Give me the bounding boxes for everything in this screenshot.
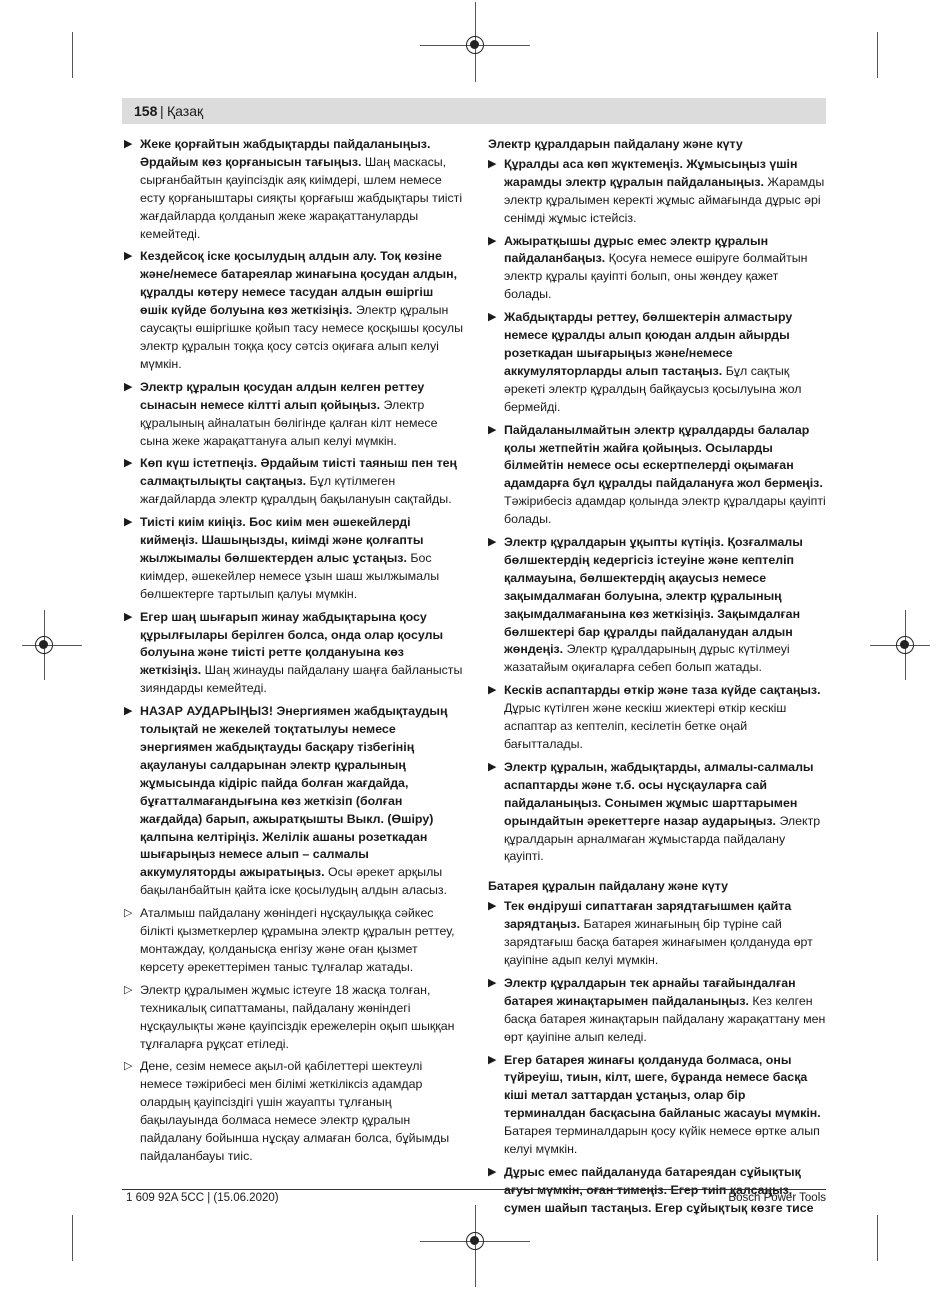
crop-mark-top-left-v: [72, 32, 73, 78]
bullet-arrow-icon: ▶: [124, 380, 133, 393]
list-item: ▶ Егер шаң шығарып жинау жабдықтарына қосу құрылғылары берілген болса, онда олар қосулы болуына және тиісті ретте қолдануына көз жеткізіңіз. Шаң жинауды пайдалану шаңға байланысты зияндарды кемейтеді.: [124, 609, 463, 696]
list-item: ▶ Электр құралдарын тек арнайы тағайындалған батарея жинақтарымен пайдаланыңыз. Кез келген басқа батарея жинақтарын пайдалану жарақаттану мен өрт қауіпіне алып келеді.: [488, 975, 826, 1044]
registration-target-left-icon: [35, 636, 53, 654]
bullet-arrow-icon: ▶: [488, 900, 497, 913]
page-number: 158: [134, 103, 158, 119]
list-item: ▶ Электр құралын қосудан алдын келген реттеу сынасын немесе кілтті алып қойыңыз. Электр құралының айналатын бөлігінде қалған кілт немесе сына жеке жарақаттануға алып келуі мүмкін.: [124, 379, 438, 448]
list-item: ▶ Электр құралдарын ұқыпты күтіңіз. Қозғалмалы бөлшектердің кедергісіз істеуіне және кептеліп қалмауына, бөлшектердің ақаусыз немесе зақымдалмаған болуына, электр құралының зақымдалмағанына көз жеткізіңіз. Зақымдалған бөлшектері бар құралды пайдаланудан алдын жөндеңіз. Электр құралдарының дұрыс күтілмеуі жазатайым оқиғаларға себеп болып жатады.: [488, 535, 803, 675]
list-item: ▶ Құралды аса көп жүктемеңіз. Жұмысыңыз үшін жарамды электр құралын пайдаланыңыз. Жарамды электр құралымен керекті жұмыс аймағында дұрыс әрі сенімді жұмыс істейсіз.: [488, 156, 825, 225]
bullet-arrow-icon: ▶: [124, 516, 133, 529]
list-item: ▶ НАЗАР АУДАРЫҢЫЗ! Энергиямен жабдықтаудың толықтай не жекелей тоқтатылуы немесе энергиямен жабдықтауды басқару тізбегінің ақаулануы салдарынан электр құралының жұмысында кідіріс пайда болған жағдайда, бұғатталмағандығына көз жеткізіп (болған жағдайда) барып, ажыратқышты Выкл. (Өшіру) қалпына келтіріңіз. Желілік ашаны розеткадан шығарыңыз немесе алып – салмалы аккумуляторды ажыратыңыз. Осы әрекет арқылы бақыланбайтын қайта іске қосылудың алдын аласыз.: [124, 704, 448, 898]
list-item: ▶ Көп күш істетпеңіз. Әрдайым тиісті таяныш пен тең салмақтылықты сақтаңыз. Бұл күтілмеген жағдайларда электр құралдың бақылануын сақтайды.: [124, 456, 458, 507]
header-separator: |: [160, 103, 164, 119]
list-item: ▷ Электр құралымен жұмыс істеуге 18 жасқа толған, техникалық сипаттаманы, пайдалану жөніндегі нұсқаулықты және қауіпсіздік ережелерін оқып шыққан тұлғаларға рұқсат етіледі.: [124, 982, 455, 1051]
registration-target-top-icon: [466, 36, 484, 54]
list-item: ▶ Тек өндіруші сипаттаған зарядтағышмен қайта зарядтаңыз. Батарея жинағының бір түріне сай зарядтағыш басқа батарея жинағымен қолдануда өрт қауіпіне адып келуі мүмкін.: [488, 899, 813, 967]
footer-brand: Bosch Power Tools: [728, 1192, 826, 1204]
bullet-arrow-icon: ▶: [124, 705, 133, 718]
list-item: ▶ Пайдаланылмайтын электр құралдарды балалар қолы жетпейтін жайға қойыңыз. Осыларды білмейтін немесе осы ескертпелерді оқымаған адамдарға бұл құралды пайдалануға жол бермеңіз. Тәжірибесіз адамдар қолында электр құралдары қауіпті болады.: [488, 422, 826, 527]
list-item: ▷ Дене, сезім немесе ақыл-ой қабілеттері шектеулі немесе тәжірибесі мен білімі жеткіліксіз адамдар олардың қауіпсіздігі үшін жауапты тұлғаның бақылауында болмаса немесе электр құралын пайдалану бойынша нұсқау алмаған болса, бұйымды пайдаланбауы тиіс.: [124, 1059, 450, 1163]
right-column: [488, 136, 828, 1223]
bullet-arrow-icon: ▶: [124, 610, 133, 623]
bullet-arrow-icon: ▶: [488, 1053, 497, 1066]
bullet-arrow-icon: ▶: [488, 684, 497, 697]
list-item: ▶ Кездейсоқ іске қосылудың алдын алу. Тоқ көзіне және/немесе батареялар жинағына қосудан алдын, құралды көтеру немесе тасудан алдын өшіргіш өшік күйде болуына көз жеткізіңіз. Электр құралын саусақты өшіргішке қойып тасу немесе қосқышы қосулы электр құралын тоққа қосу сәтсіз оқиғаға алып келуі мүмкін.: [124, 249, 464, 371]
list-item: ▶ Кесків аспаптарды өткір және таза күйде сақтаңыз. Дұрыс күтілген және кескіш жиектері өткір кескіш аспаптар аз кептеліп, кесілетін бетке оңай бағытталады.: [488, 683, 821, 751]
footer-rule: [122, 1189, 826, 1190]
bullet-outline-arrow-icon: ▷: [124, 983, 133, 996]
list-item: ▶ Егер батарея жинағы қолдануда болмаса, оны түйреуіш, тиын, кілт, шеге, бұранда немесе басқа кіші метал заттардан ұстаңыз, олар бір терминалдан басқасына байланыс жасауы мүмкін. Батарея терминалдарын қосу күйік немесе өртке алып келуі мүмкін.: [488, 1052, 821, 1157]
bullet-arrow-icon: ▶: [488, 760, 497, 773]
bullet-arrow-icon: ▶: [488, 976, 497, 989]
list-item: ▶ Ажыратқышы дұрыс емес электр құралын пайдаланбаңыз. Қосуға немесе өшіруге болмайтын электр құралы қауіпті болып, оны жөндеу қажет болады.: [488, 233, 808, 302]
list-item: ▶ Жабдықтарды реттеу, бөлшектерін алмастыру немесе құралды алып қоюдан алдын айырды розеткадан шығарыңыз және/немесе аккумуляторларды алып тастаңыз. Бұл сақтық әрекеті электр құралдың байқаусыз қосылуына жол бермейді.: [488, 310, 802, 414]
bullet-arrow-icon: ▶: [488, 311, 497, 324]
registration-target-right-icon: [896, 636, 914, 654]
list-item: ▷ Аталмыш пайдалану жөніндегі нұсқаулыққа сәйкес білікті қызметкерлер құрамына электр құралын реттеу, монтаждау, қолданысқа енгізу және оған қызмет көрсету әрекеттерімен таныс тұлғалар жатады.: [124, 906, 455, 974]
bullet-arrow-icon: ▶: [488, 157, 497, 170]
crop-mark-top-right-v: [877, 32, 878, 78]
bullet-arrow-icon: ▶: [488, 1165, 497, 1178]
list-item: ▶ Дұрыс емес пайдалануда батареядан сұйықтық сумен шайып тастаңыз. Егер сұйықтық көзге тисе: [488, 1164, 814, 1215]
list-item: ▶ Тиісті киім киіңіз. Бос киім мен әшекейлерді киймеңіз. Шашыңызды, киімді және қолғапты жылжымалы бөлшектерден алыс ұстаңыз. Бос киімдер, әшекейлер немесе ұзын шаш жылжымалы бөлшектерге тартылып қалуы мүмкін.: [124, 515, 440, 601]
left-column: [124, 136, 464, 1171]
section-heading: Электр құралдарын пайдалану және күту: [488, 137, 743, 151]
crop-mark-bottom-right-v: [877, 1215, 878, 1261]
bullet-outline-arrow-icon: ▷: [124, 1060, 133, 1073]
bullet-arrow-icon: ▶: [124, 250, 133, 263]
footer-doc-code: 1 609 92A 5CC | (15.06.2020): [126, 1192, 279, 1204]
bullet-arrow-icon: ▶: [124, 138, 133, 150]
bullet-arrow-icon: ▶: [124, 457, 133, 470]
bullet-arrow-icon: ▶: [488, 423, 497, 436]
bullet-outline-arrow-icon: ▷: [124, 907, 133, 920]
header-language: Қазақ: [167, 103, 204, 119]
bullet-arrow-icon: ▶: [488, 234, 497, 247]
crop-mark-bottom-left-v: [72, 1215, 73, 1261]
list-item: ▶ Жеке қорғайтын жабдықтарды пайдаланыңыз. Әрдайым көз қорғанысын тағыңыз. Шаң маскасы, сырғанбайтын қауіпсіздік аяқ киімдері, шлем немесе есту қорғаныштары сияқты қорғағыш жабдықтары тиісті жағдайларда қолданып жеке жарақаттануларды кемейтеді.: [124, 137, 463, 241]
bullet-arrow-icon: ▶: [488, 536, 497, 549]
section-heading: Батарея құралын пайдалану және күту: [488, 879, 729, 894]
registration-target-bottom-icon: [466, 1232, 484, 1250]
page-header-band: [122, 98, 826, 124]
list-item: ▶ Электр құралын, жабдықтарды, алмалы-салмалы аспаптарды және т.б. осы нұсқауларға сай пайдаланыңыз. Сонымен жұмыс шарттарымен орындайтын әрекеттерге назар аударыңыз. Электр құралдарын арналмаған жұмыстарда пайдалану қауіпті.: [488, 759, 821, 864]
